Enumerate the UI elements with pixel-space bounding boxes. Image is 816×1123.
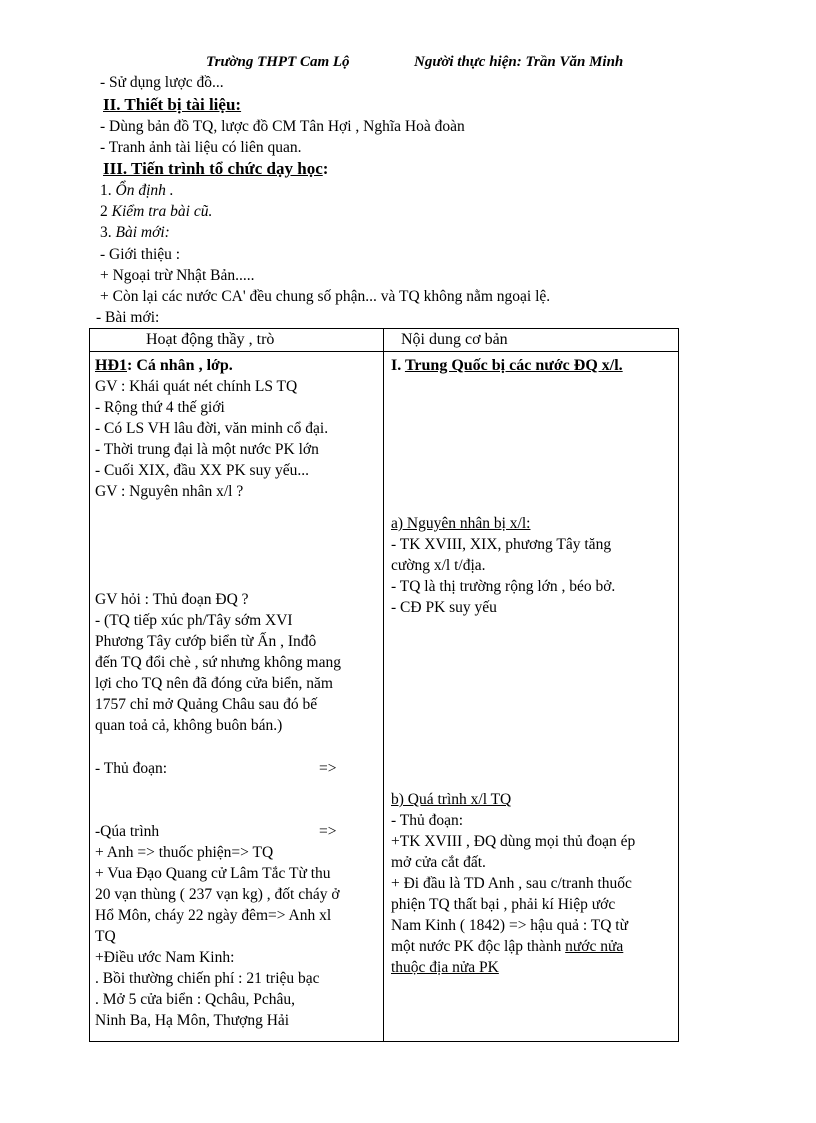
intro-line: - Giới thiệu :	[100, 246, 181, 263]
section-a-title: a) Nguyên nhân bị x/l:	[391, 515, 531, 532]
left-line: + Anh => thuốc phiện=> TQ	[95, 844, 274, 861]
section3-title	[103, 159, 328, 179]
right-line: phiện TQ thất bại , phải kí Hiệp ước	[391, 896, 616, 913]
step2	[100, 202, 212, 222]
left-line: Phương Tây cướp biển từ Ấn , Inđô	[95, 633, 317, 650]
step3-num: 3.	[100, 224, 116, 241]
right-line: +TK XVIII , ĐQ dùng mọi thủ đoạn ép	[391, 833, 636, 850]
section2-item: - Tranh ảnh tài liệu có liên quan.	[100, 139, 302, 156]
right-line: - TK XVIII, XIX, phương Tây tăng	[391, 536, 612, 553]
left-line: - Cuối XIX, đầu XX PK suy yếu...	[95, 462, 309, 479]
step3-text: Bài mới:	[115, 224, 170, 241]
left-line: - (TQ tiếp xúc ph/Tây sớm XVI	[95, 612, 293, 629]
table-header-divider	[89, 351, 679, 352]
left-line: + Vua Đạo Quang cử Lâm Tắc Từ thu	[95, 865, 331, 882]
left-line: . Bồi thường chiến phí : 21 triệu bạc	[95, 970, 320, 987]
header-school: Trường THPT Cam Lộ	[206, 54, 350, 70]
intro-line: + Còn lại các nước CA' đều chung số phận... và TQ không nằm ngoại lệ.	[100, 288, 551, 305]
left-line: GV hỏi : Thủ đoạn ĐQ ?	[95, 591, 249, 608]
left-line: 20 vạn thùng ( 237 vạn kg) , đốt cháy ở	[95, 886, 340, 903]
section3-title-text: III. Tiến trình tổ chức dạy học	[103, 159, 323, 178]
step2-num: 2	[100, 203, 112, 220]
intro-line: + Ngoại trừ Nhật Bản.....	[100, 267, 255, 284]
table-column-divider	[383, 328, 384, 1042]
left-line: GV : Khái quát nét chính LS TQ	[95, 378, 298, 395]
hd1-rest: : Cá nhân , lớp.	[127, 357, 233, 374]
left-line: Ninh Ba, Hạ Môn, Thượng Hải	[95, 1012, 290, 1029]
step1-num: 1.	[100, 182, 116, 199]
right-line: + Đi đầu là TD Anh , sau c/tranh thuốc	[391, 875, 632, 892]
left-line: +Điều ước Nam Kinh:	[95, 949, 235, 966]
left-line: đến TQ đổi chè , sứ nhưng không mang	[95, 654, 341, 671]
right-heading	[391, 356, 623, 376]
right-line-with-underline	[391, 937, 623, 957]
underlined-phrase: thuộc địa nửa PK	[391, 959, 499, 976]
step1-text: Ổn định .	[115, 182, 174, 199]
left-line: - Rộng thứ 4 thế giới	[95, 399, 225, 416]
section3-title-colon: :	[322, 159, 329, 178]
right-line: cường x/l t/địa.	[391, 557, 486, 574]
header-teacher: Người thực hiện: Trần Văn Minh	[414, 54, 624, 70]
right-heading-num: I.	[391, 357, 405, 374]
arrow-label: =>	[319, 760, 337, 777]
table-col2-header: Nội dung cơ bản	[401, 331, 508, 348]
right-line: Nam Kinh ( 1842) => hậu quả : TQ từ	[391, 917, 628, 934]
right-line: - TQ là thị trường rộng lớn , béo bở.	[391, 578, 616, 595]
section2-item: - Dùng bản đồ TQ, lược đồ CM Tân Hợi , Nghĩa Hoà đoàn	[100, 118, 465, 135]
thu-doan-label: - Thủ đoạn:	[95, 760, 168, 777]
left-line: 1757 chỉ mở Quảng Châu sau đó bế	[95, 696, 318, 713]
right-line: mở cửa cắt đất.	[391, 854, 486, 871]
left-line: quan toả cả, không buôn bán.)	[95, 717, 283, 734]
right-heading-text: Trung Quốc bị các nước ĐQ x/l.	[404, 357, 623, 374]
left-line: lợi cho TQ nên đã đóng cửa biển, năm	[95, 675, 333, 692]
section-b-title: b) Quá trình x/l TQ	[391, 791, 512, 808]
table-col1-header: Hoạt động thầy , trò	[146, 331, 275, 348]
left-line: . Mở 5 cửa biển : Qchâu, Pchâu,	[95, 991, 295, 1008]
left-line: Hổ Môn, cháy 22 ngày đêm=> Anh xl	[95, 907, 332, 924]
intro-line: - Bài mới:	[96, 309, 160, 326]
right-line: - Thủ đoạn:	[391, 812, 464, 829]
underlined-phrase: nước nửa	[565, 938, 624, 955]
section2-title: II. Thiết bị tài liệu:	[103, 95, 242, 114]
right-line-text: một nước PK độc lập thành	[391, 938, 566, 955]
qua-trinh-label: -Qúa trình	[95, 823, 160, 840]
step2-text: Kiểm tra bài cũ.	[111, 203, 213, 220]
hd1-heading	[95, 356, 233, 376]
left-line: - Có LS VH lâu đời, văn minh cổ đại.	[95, 420, 329, 437]
left-line: GV : Nguyên nhân x/l ?	[95, 483, 244, 500]
step3	[100, 223, 170, 243]
left-line: TQ	[95, 928, 116, 945]
intro-use-map: - Sử dụng lược đồ...	[100, 74, 224, 91]
hd1-label: HĐ1	[95, 357, 127, 374]
left-line: - Thời trung đại là một nước PK lớn	[95, 441, 319, 458]
step1	[100, 181, 174, 201]
right-line: - CĐ PK suy yếu	[391, 599, 497, 616]
arrow-label: =>	[319, 823, 337, 840]
